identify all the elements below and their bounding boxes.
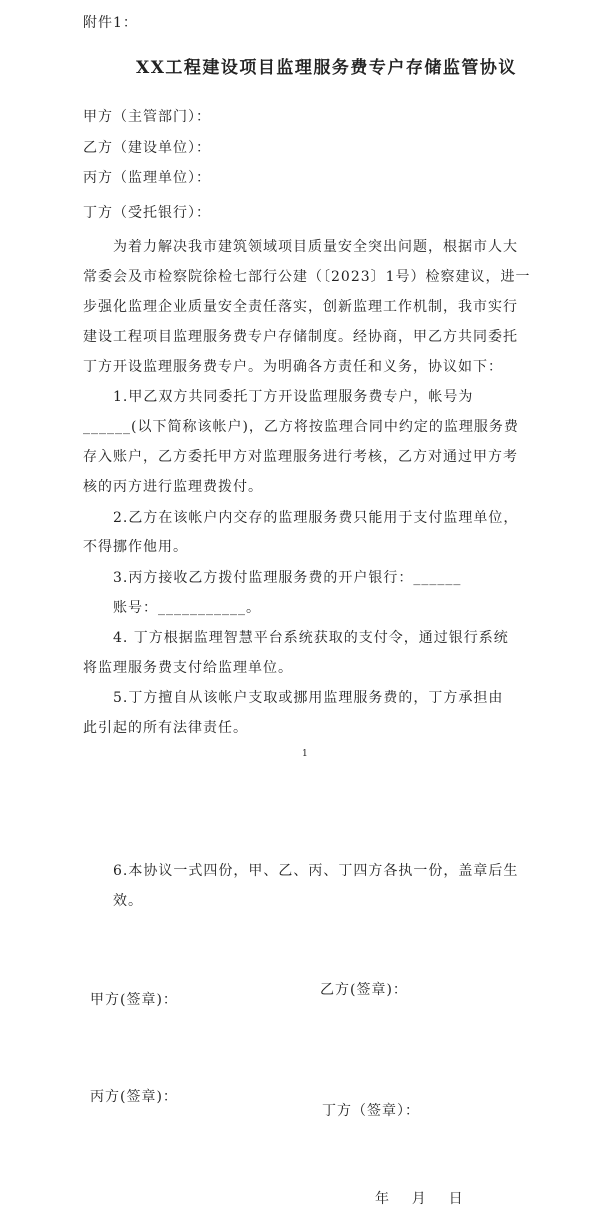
intro-line: 常委会及市检察院徐检七部行公建（〔2023〕1号）检察建议，进一 — [83, 269, 531, 285]
document-title: XX工程建设项目监理服务费专户存储监管协议 — [136, 58, 517, 78]
intro-line: 步强化监理企业质量安全责任落实，创新监理工作机制，我市实行 — [83, 299, 518, 315]
signature-yi: 乙方(签章)： — [320, 982, 408, 998]
clause-4-line: 将监理服务费支付给监理单位。 — [83, 660, 293, 676]
party-jia: 甲方（主管部门）： — [83, 109, 211, 125]
page-number: 1 — [302, 749, 308, 759]
date-line: 年 月 日 — [375, 1191, 464, 1207]
clause-3-line: 3.丙方接收乙方拨付监理服务费的开户银行：______ — [113, 570, 462, 586]
attachment-label: 附件1： — [83, 15, 138, 31]
clause-6-line: 效。 — [113, 893, 143, 909]
clause-1-line: 存入账户，乙方委托甲方对监理服务进行考核，乙方对通过甲方考 — [83, 449, 518, 465]
clause-5-line: 5.丁方擅自从该帐户支取或挪用监理服务费的，丁方承担由 — [113, 690, 504, 706]
clause-2-line: 不得挪作他用。 — [83, 539, 188, 555]
party-bing: 丙方（监理单位）： — [83, 170, 211, 186]
signature-bing: 丙方(签章)： — [90, 1089, 178, 1105]
clause-5-line: 此引起的所有法律责任。 — [83, 720, 248, 736]
party-ding: 丁方（受托银行）： — [83, 205, 211, 221]
clause-4-line: 4. 丁方根据监理智慧平台系统获取的支付令，通过银行系统 — [113, 630, 509, 646]
intro-line: 为着力解决我市建筑领域项目质量安全突出问题，根据市人大 — [113, 239, 518, 255]
clause-1-line: 1.甲乙双方共同委托丁方开设监理服务费专户，帐号为 — [113, 389, 474, 405]
clause-2-line: 2.乙方在该帐户内交存的监理服务费只能用于支付监理单位， — [113, 510, 519, 526]
signature-jia: 甲方(签章)： — [90, 992, 178, 1008]
party-yi: 乙方（建设单位）： — [83, 140, 211, 156]
clause-1-line: ______(以下简称该帐户)，乙方将按监理合同中约定的监理服务费 — [83, 419, 519, 435]
clause-3-line: 账号：___________。 — [113, 600, 261, 616]
intro-line: 丁方开设监理服务费专户。为明确各方责任和义务，协议如下： — [83, 359, 503, 375]
signature-ding: 丁方（签章）： — [322, 1103, 420, 1119]
clause-6-line: 6.本协议一式四份，甲、乙、丙、丁四方各执一份，盖章后生 — [113, 863, 519, 879]
clause-1-line: 核的丙方进行监理费拨付。 — [83, 479, 263, 495]
intro-line: 建设工程项目监理服务费专户存储制度。经协商，甲乙方共同委托 — [83, 329, 518, 345]
